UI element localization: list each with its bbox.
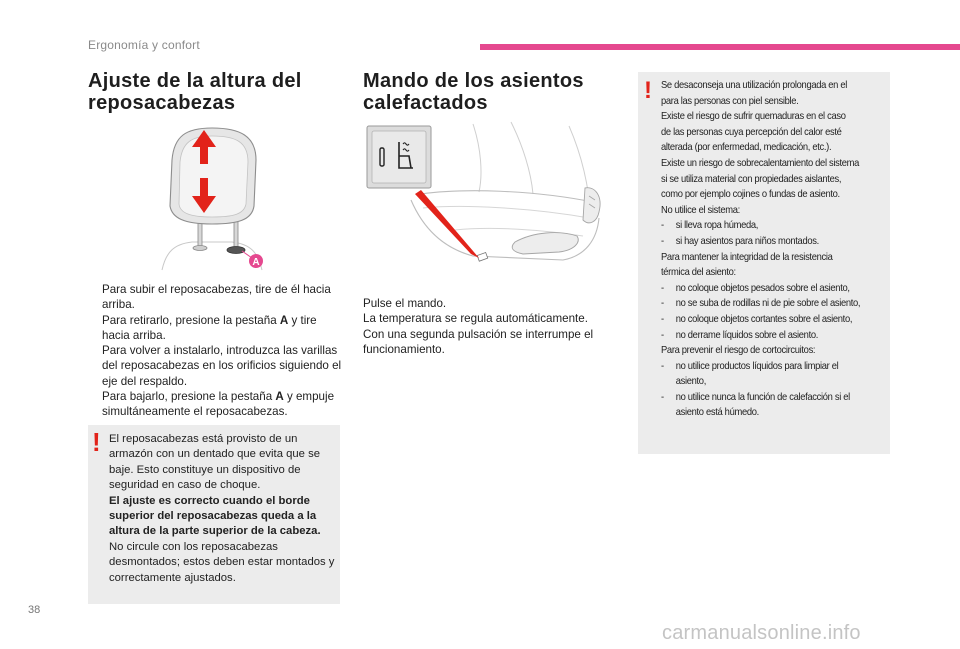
warning-icon: ! [92, 427, 101, 457]
list-item: - no coloque objetos pesados sobre el asiento, [661, 282, 850, 294]
title-line: reposacabezas [88, 92, 236, 114]
section-title-headrest [88, 70, 348, 114]
list-item: Para volver a instalarlo, introduzca las varillas del reposacabezas en los orificios siguiendo el eje del respaldo. [102, 344, 342, 388]
headrest-illustration [152, 120, 272, 272]
title-line: calefactados [363, 92, 488, 114]
list-item: - no utilice nunca la función de calefacción si el asiento está húmedo. [661, 391, 850, 419]
list-item: Para subir el reposacabezas, tire de él hacia arriba. [102, 283, 331, 312]
heated-seat-warning-box [638, 72, 890, 454]
list-item: - si hay asientos para niños montados. [661, 235, 819, 247]
warning-icon: ! [644, 77, 652, 104]
headrest-instructions [88, 282, 344, 420]
header-accent-bar [480, 44, 960, 50]
warning-text: El reposacabezas está provisto de un armazón con un dentado que evita que se baje. Esto constituye un dispositivo de seguridad en caso de choque. El ajuste es correcto cuando el borde superior del reposacabezas queda a la altura de la parte superior de la cabeza. No circule con los reposacabezas desmontados; estos deben estar montados y correctamente ajustados. [109, 433, 335, 584]
running-head: Ergonomía y confort [88, 38, 200, 52]
list-item: - no derrame líquidos sobre el asiento. [661, 329, 819, 341]
title-line: Mando de los asientos [363, 70, 584, 92]
list-item: - no coloque objetos cortantes sobre el asiento, [661, 313, 853, 325]
callout-label: A [252, 257, 260, 268]
headrest-warning-box [88, 425, 340, 604]
page-number: 38 [28, 604, 41, 616]
warning-text: Se desaconseja una utilización prolongada en el para las personas con piel sensible. Existe el riesgo de sufrir quemaduras en el caso de las personas cuya percepción del calor esté alterada (por enfermedad, medicación, etc.). Existe un riesgo de sobrecalentamiento del sistema si se utiliza material con propiedades aislantes, como por ejemplo cojines o fundas de asiento. No utilice el sistema: - si lleva ropa húmeda, - si hay asientos para niños montados. Para mantener la integridad de la resistencia térmica del asiento: - no coloque objetos pesados sobre el asiento, - no se suba de rodillas ni de pie sobre el asiento, - no coloque objetos cortantes sobre el asiento, - no derrame líquidos sobre el asiento. Para prevenir el riesgo de cortocircuitos: - no utilice productos líquidos para limpiar el asiento, - no utilice nunca la función de calefacción si el asiento está húmedo. [661, 78, 870, 421]
heated-seat-illustration [363, 118, 615, 278]
heated-seat-instructions: Pulse el mando. La temperatura se regula automáticamente. Con una segunda pulsación se interrumpe el funcionamiento. [363, 297, 594, 356]
list-item: - no utilice productos líquidos para limpiar el asiento, [661, 360, 839, 388]
list-item: - no se suba de rodillas ni de pie sobre el asiento, [661, 298, 861, 310]
section-title-heated-seats [363, 70, 623, 114]
list-item: Para retirarlo, presione la pestaña A y tire hacia arriba. [102, 313, 317, 342]
list-item: Para bajarlo, presione la pestaña A y empuje simultáneamente el reposacabezas. [102, 390, 335, 419]
title-line: Ajuste de la altura del [88, 70, 302, 92]
list-item: - si lleva ropa húmeda, [661, 220, 759, 232]
watermark: carmanualsonline.info [662, 622, 861, 644]
